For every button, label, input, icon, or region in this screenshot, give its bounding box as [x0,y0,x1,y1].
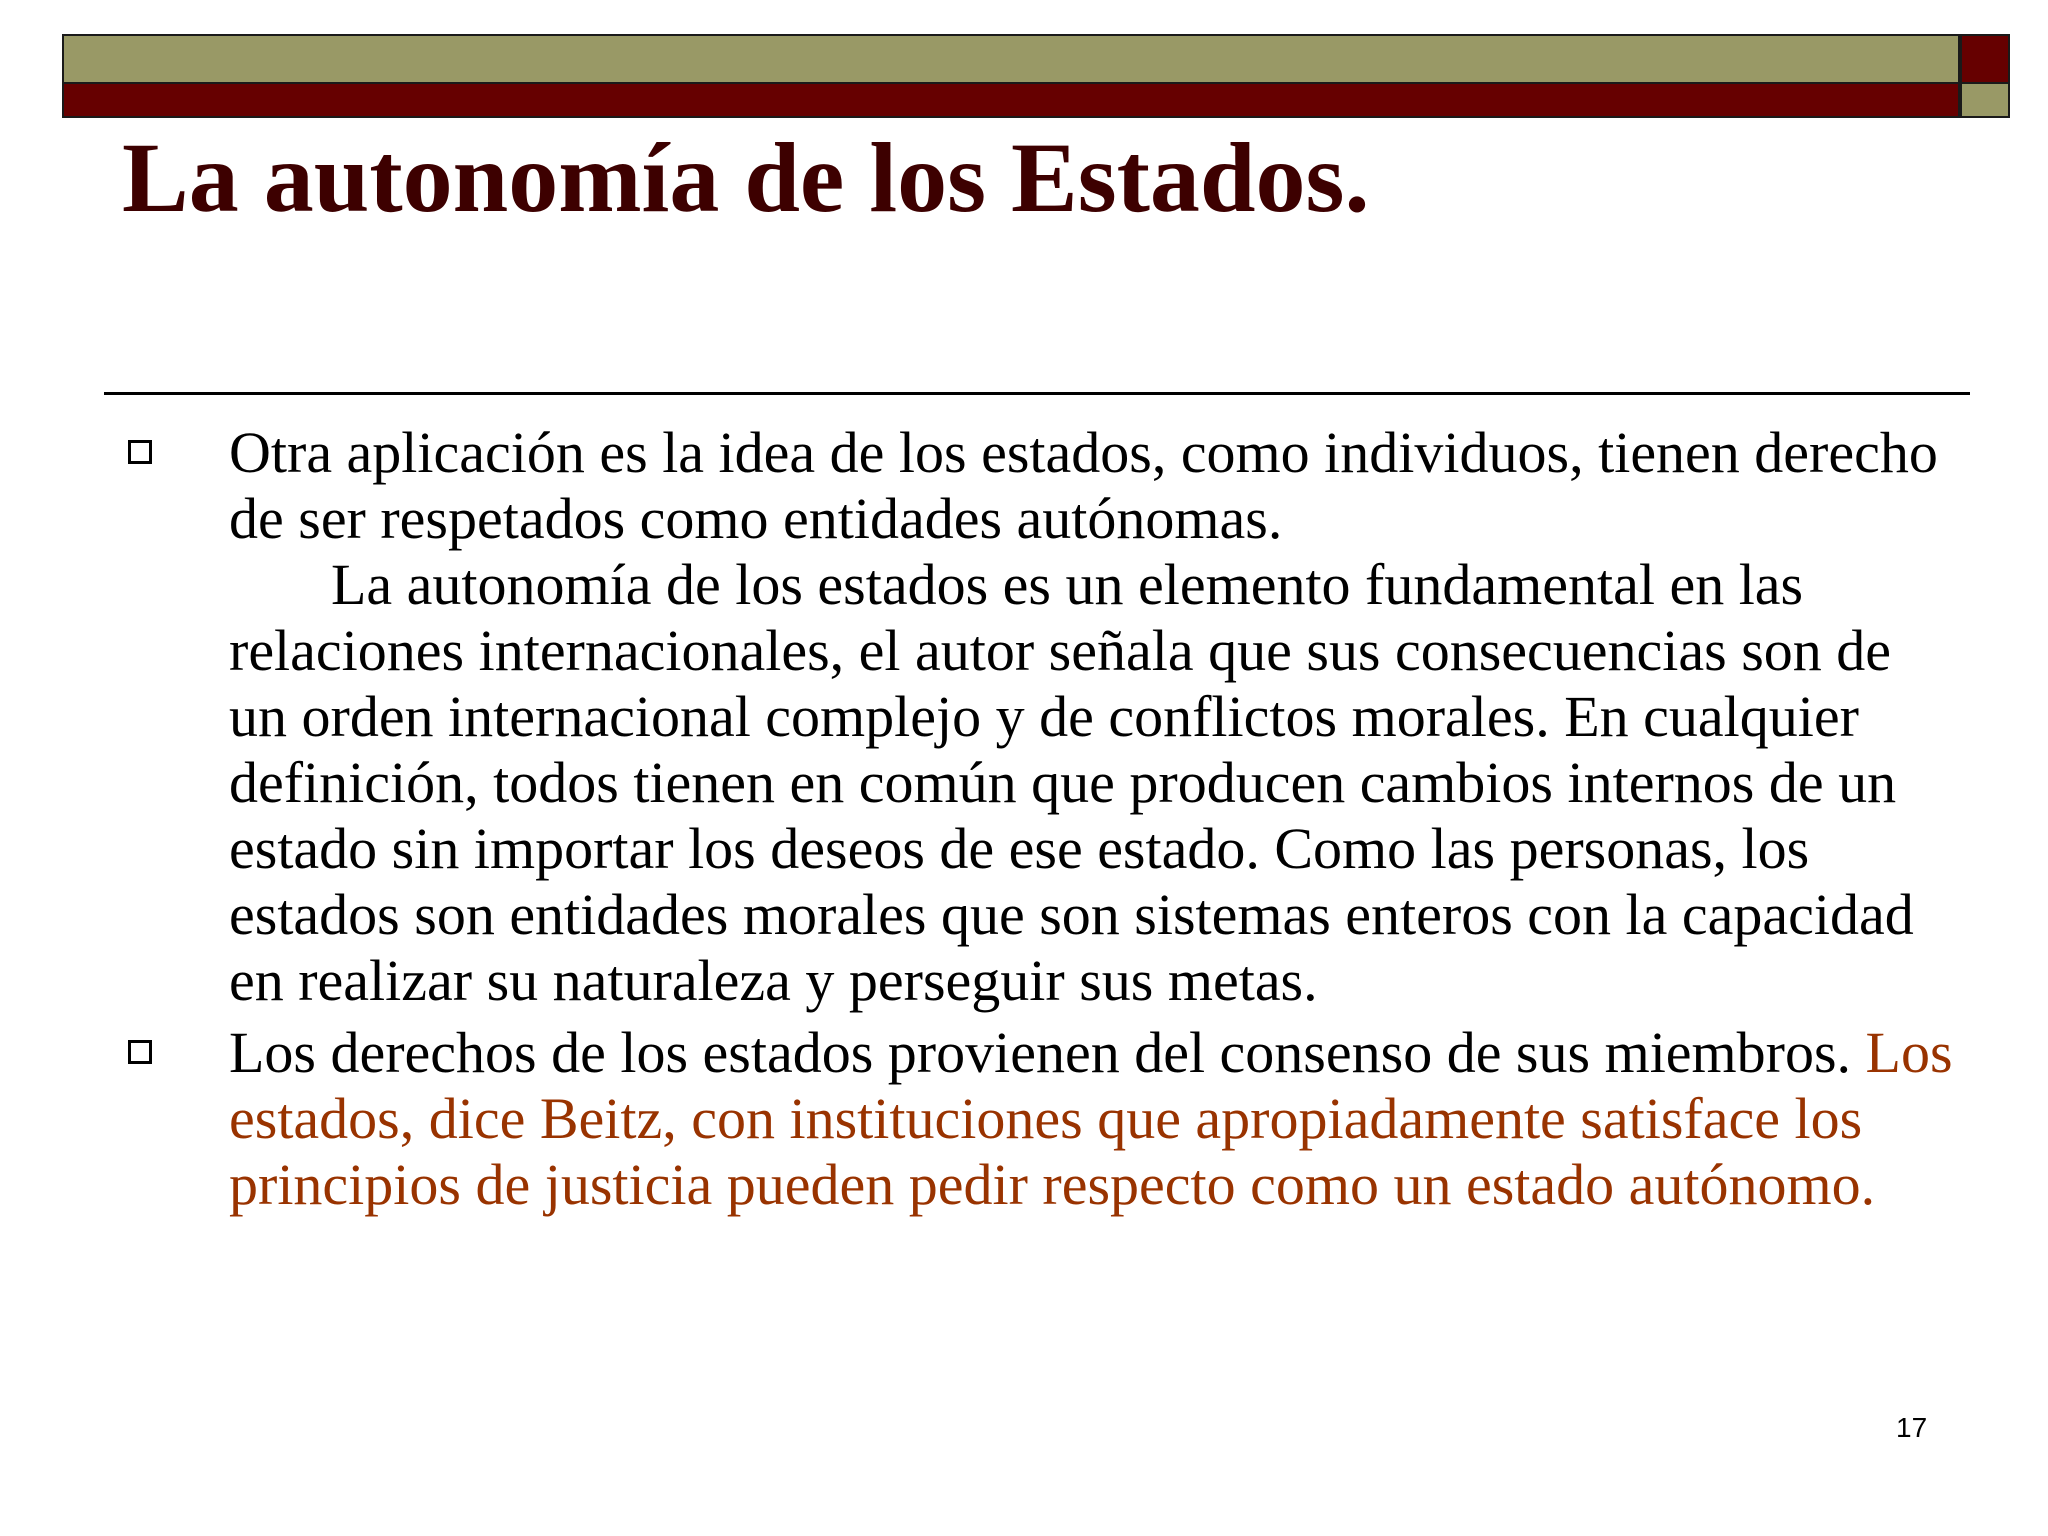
header-bar-olive [62,34,1960,84]
bullet-text-paragraph: La autonomía de los estados es un elemento fundamental en las relaciones internacionales, el autor señala que sus consecuencias son de un orden internacional complejo y de conflictos morales. En cualquier definición, todos tienen en común que producen cambios internos de un estado sin importar los deseos de ese estado. Como las personas, los estados son entidades morales que son sistemas enteros con la capacidad en realizar su naturaleza y perseguir sus metas. [229,552,1914,1013]
bullet-text: Los derechos de los estados provienen del consenso de sus miembros. [229,1020,1852,1085]
bullet-highlight-text: Los estados, dice Beitz, con instituciones que apropiadamente satisface los principios de justicia pueden pedir respecto como un estado autónomo. [229,1020,1953,1217]
slide-title: La autonomía de los Estados. [122,122,1370,233]
bullet-item [0,420,1959,1014]
header-square-olive [1960,84,2010,118]
header-bar-maroon [62,84,1960,118]
bullet-item [0,1020,1959,1218]
page-number: 17 [1896,1412,1928,1443]
square-bullet-icon [128,1040,152,1064]
header-square-maroon [1960,34,2010,84]
bullet-list [0,420,2048,1224]
square-bullet-icon [128,440,152,464]
title-divider [104,392,1970,395]
bullet-text: Otra aplicación es la idea de los estados, como individuos, tienen derecho de ser respetados como entidades autónomas. [229,420,1938,551]
